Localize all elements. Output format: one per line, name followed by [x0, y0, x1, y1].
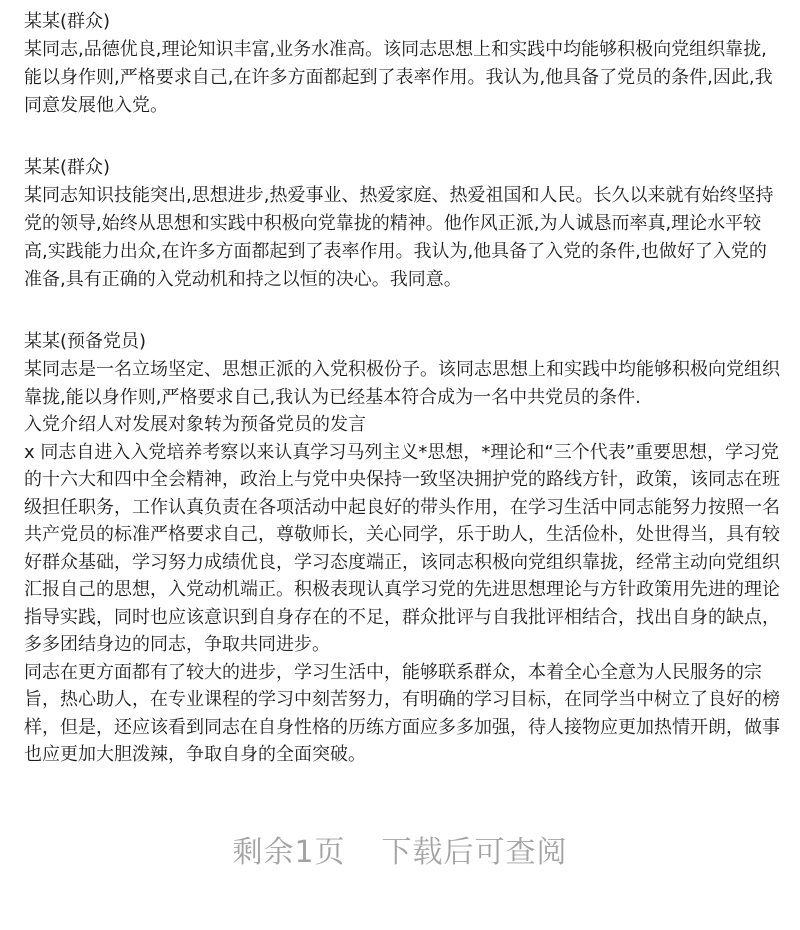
remaining-pages-text: 剩余1页 [232, 835, 346, 870]
download-to-view-text: 下载后可查阅 [381, 835, 568, 870]
subheading: 入党介绍人对发展对象转为预备党员的发言 [24, 414, 366, 435]
paragraph: 同志在更方面都有了较大的进步，学习生活中，能够联系群众，本着全心全意为人民服务的宗旨，热心助人，在专业课程的学习中刻苦努力，有明确的学习目标，在同学当中树立了良好的榜样，但是，还应该看到同志在自身性格的历练方面应多多加强，待人接物应更加热情开朗，做事也应更加大胆泼辣，争取自身的全面突破。 [24, 661, 780, 765]
paragraph: x 同志自进入入党培养考察以来认真学习马列主义*思想，*理论和“三个代表”重要思想，学习党的十六大和四中全会精神，政治上与党中央保持一致坚决拥护党的路线方针，政策，该同志在班级担任职务，工作认真负责在各项活动中起良好的带头作用，在学习生活中同志能努力按照一名共产党员的标准严格要求自己，尊敬师长，关心同学，乐于助人，生活俭朴，处世得当，具有较好群众基础，学习努力成绩优良，学习态度端正，该同志积极向党组织靠拢，经常主动向党组织汇报自己的思想，入党动机端正。积极表现认真学习党的先进思想理论与方针政策用先进的理论指导实践，同时也应该意识到自身存在的不足，群众批评与自我批评相结合，找出自身的缺点，多多团结身边的同志，争取共同进步。 [24, 441, 780, 655]
paragraph: 某同志是一名立场坚定、思想正派的入党积极份子。该同志思想上和实践中均能够积极向党组织靠拢,能以身作则,严格要求自己,我认为已经基本符合成为一名中共党员的条件. [24, 359, 780, 408]
paragraph: 某同志,品德优良,理论知识丰富,业务水准高。该同志思想上和实践中均能够积极向党组织靠拢,能以身作则,严格要求自己,在许多方面都起到了表率作用。我认为,他具备了党员的条件,因此,我同意发展他入党。 [24, 39, 773, 116]
document-body [24, 8, 784, 769]
section-heading: 某某(群众) [24, 157, 111, 178]
section-3 [24, 328, 784, 769]
section-2 [24, 154, 784, 294]
download-prompt[interactable] [0, 828, 800, 878]
section-1 [24, 8, 784, 120]
paragraph: 某同志知识技能突出,思想进步,热爱事业、热爱家庭、热爱祖国和人民。长久以来就有始终坚持党的领导,始终从思想和实践中积极向党靠拢的精神。他作风正派,为人诚恳而率真,理论水平较高,实践能力出众,在许多方面都起到了表率作用。我认为,他具备了入党的条件,也做好了入党的准备,具有正确的入党动机和持之以恒的决心。我同意。 [24, 185, 774, 290]
section-heading: 某某(群众) [24, 11, 111, 32]
section-heading: 某某(预备党员) [24, 331, 147, 352]
